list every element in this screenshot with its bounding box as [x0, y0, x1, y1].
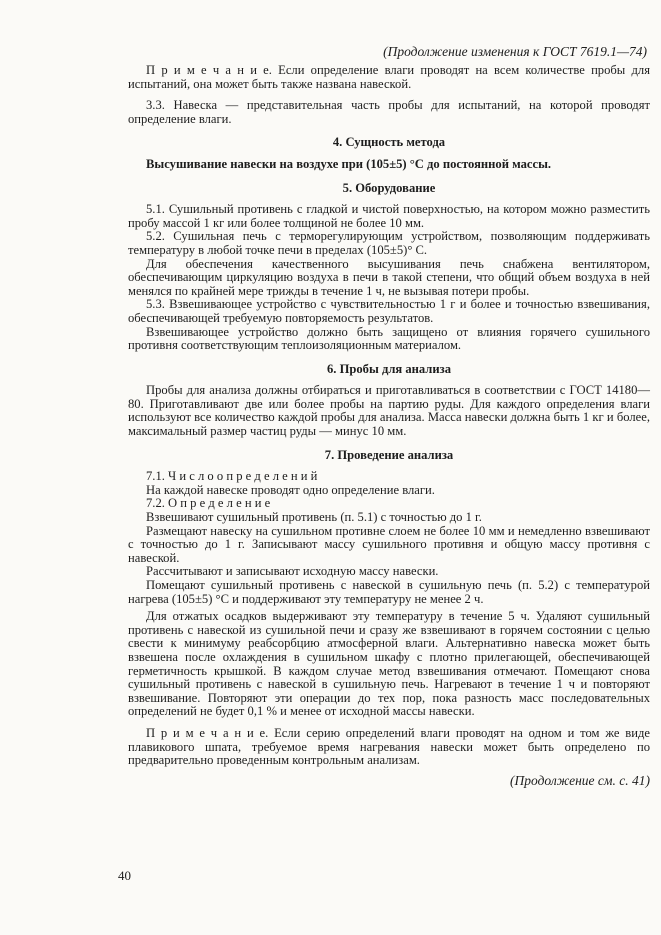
paragraph-5-2-ventilation: Для обеспечения качественного высушивания печь снабжена вентилятором, обеспечивающим циркуляцию воздуха в печи в такой степени, что общий объем воздуха в ней менялся по крайней мере трижды в течение 1 ч, не вызывая потери пробы. [128, 256, 650, 298]
running-header: (Продолжение изменения к ГОСТ 7619.1—74) [383, 44, 647, 59]
paragraph-7-1: На каждой навеске проводят одно определение влаги. [146, 482, 435, 497]
subsection-7-1-title: 7.1. Ч и с л о о п р е д е л е н и й [146, 469, 318, 484]
paragraph-5-3-protection: Взвешивающее устройство должно быть защищено от влияния горячего сушильного противня соответствующим теплоизоляционным материалом. [128, 324, 650, 353]
page-number: 40 [118, 868, 131, 883]
subsection-7-2-title: 7.2. О п р е д е л е н и е [146, 496, 271, 511]
text-column [128, 64, 650, 787]
paragraph-7-2-calc-mass: Рассчитывают и записывают исходную массу навески. [146, 564, 439, 579]
paragraph-7-2-place-sample: Размещают навеску на сушильном противне слоем не более 10 мм и немедленно взвешивают с точностью до 1 г. Записывают массу сушильного противня и общую массу противня с навеской. [128, 523, 650, 565]
paragraph-7-2-weigh-tray: Взвешивают сушильный противень (п. 5.1) с точностью до 1 г. [146, 510, 482, 525]
paragraph-5-1: 5.1. Сушильный противень с гладкой и чистой поверхностью, на котором можно разместить пробу массой 1 кг или более толщиной не более 10 мм. [128, 202, 650, 230]
section-4-heading: 4. Сущность метода [332, 135, 446, 150]
paragraph-3-3: 3.3. Навеска — представительная часть пробы для испытаний, на которой проводят определение влаги. [128, 98, 650, 126]
paragraph-7-2-oven: Помещают сушильный противень с навеской в сушильную печь (п. 5.2) с температурой нагрева (105±5) °С и поддерживают эту температуру не менее 2 ч. [128, 578, 650, 606]
note-2: П р и м е ч а н и е. Если серию определений влаги проводят на одном и том же виде плавикового шпата, требуемое время нагревания навески может быть определено по предварительно проведенным контрольным анализам. [128, 725, 650, 768]
section-7-heading: 7. Проведение анализа [324, 447, 454, 462]
paragraph-5-3: 5.3. Взвешивающее устройство с чувствительностью 1 г и более и точностью взвешивания, обеспечивающей требуемую повторяемость результатов. [128, 297, 650, 325]
continuation-note: (Продолжение см. с. 41) [510, 772, 650, 788]
paragraph-7-2-repeat: Для отжатых осадков выдерживают эту температуру в течение 5 ч. Удаляют сушильный противень с навеской из сушильной печи и сразу же взвешивают в горячем состоянии с целью свести к минимуму реабсорбцию атмосферной влаги. Альтернативно навеска может быть взвешена после охлаждения в сушильном шкафу с плотно прилегающей, обеспечивающей герметичность крышкой. В каждом случае метод взвешивания отмечают. Помещают снова сушильный противень с навеской в сушильную печь. Нагревают в течение 1 ч и повторяют взвешивание. Повторяют эти операции до тех пор, пока разность масс последовательных определений не будет 0,1 % и менее от исходной массы навески. [128, 609, 650, 719]
section-4-text: Высушивание навески на воздухе при (105±5) °C до постоянной массы. [146, 156, 552, 171]
section-6-heading: 6. Пробы для анализа [326, 361, 451, 376]
section-5-heading: 5. Оборудование [342, 180, 436, 195]
paragraph-6: Пробы для анализа должны отбираться и приготавливаться в соответствии с ГОСТ 14180—80. Приготавливают две или более пробы на партию руды. Для каждого определения влаги используют все количество каждой пробы для анализа. Масса навески должна быть 1 кг и более, максимальный размер частиц руды — минус 10 мм. [128, 383, 650, 439]
note-1: П р и м е ч а н и е. Если определение влаги проводят на всем количестве пробы для испытаний, она может быть также названа навеской. [128, 63, 650, 91]
paragraph-5-2: 5.2. Сушильная печь с терморегулирующим устройством, позволяющим поддерживать температуру в любой точке печи в пределах (105±5)° С. [128, 229, 650, 257]
